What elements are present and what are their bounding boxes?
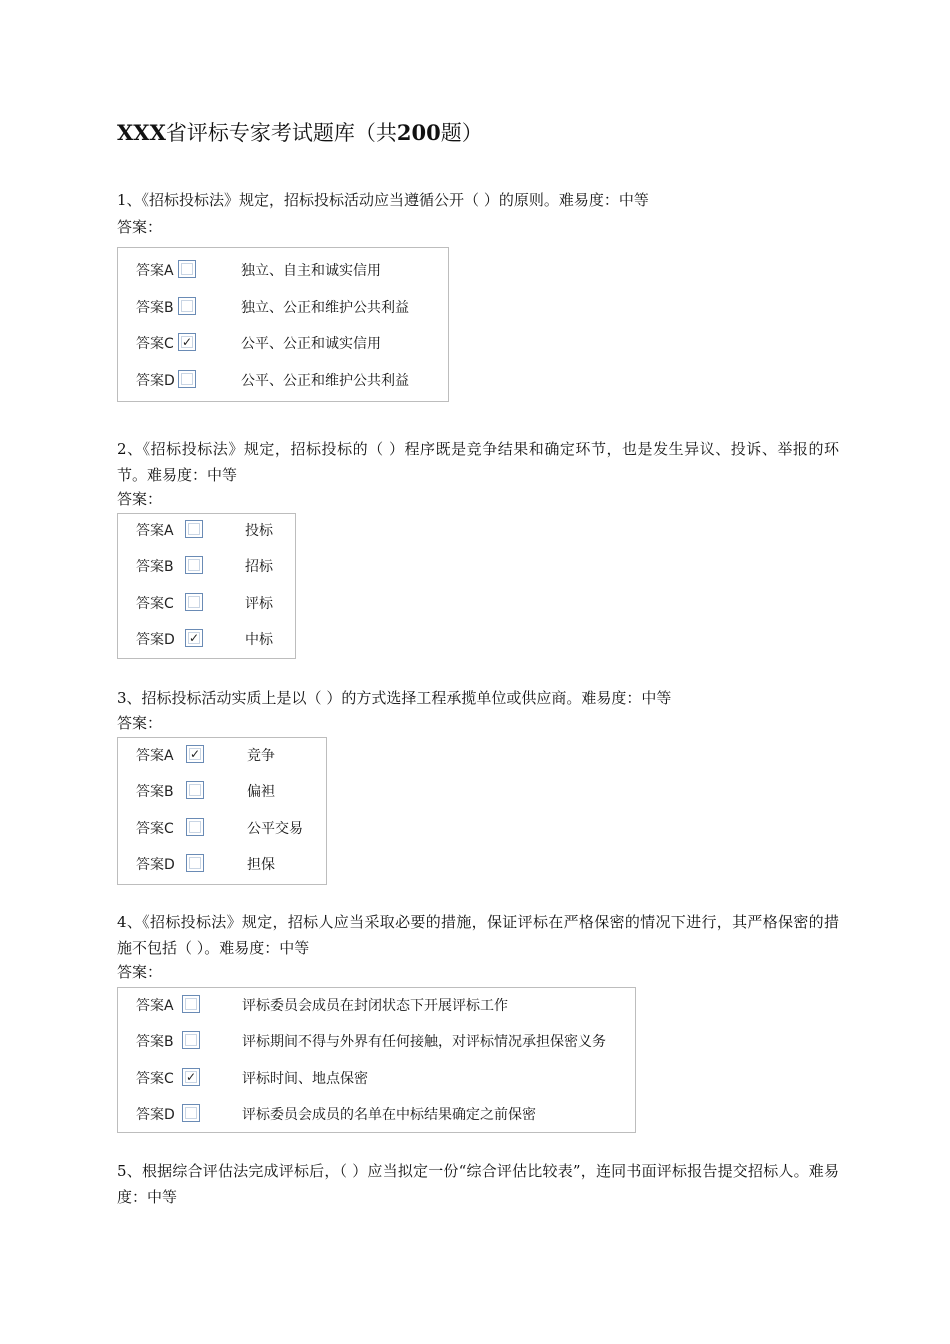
option-key-label: 答案A <box>136 998 174 1014</box>
option-text: 偏袒 <box>247 784 275 801</box>
answer-checkbox[interactable] <box>182 1068 200 1086</box>
option-key-label: 答案D <box>136 1106 175 1123</box>
option-key-label: 答案D <box>136 856 175 873</box>
question-2-answer-label: 答案： <box>117 490 163 508</box>
option-key-label: 答案B <box>136 1034 174 1051</box>
option-key-label: 答案B <box>136 784 174 801</box>
option-row-a[interactable] <box>118 744 326 768</box>
option-key-label: 答案C <box>136 595 174 612</box>
option-key-label: 答案A <box>136 748 174 764</box>
option-text: 独立、公正和维护公共利益 <box>241 299 409 316</box>
question-1-text: 1、《招标投标法》规定，招标投标活动应当遵循公开（ ）的原则。难易度：中等 <box>117 191 649 209</box>
option-text: 评标委员会成员在封闭状态下开展评标工作 <box>242 998 508 1014</box>
checkmark-icon: ✓ <box>188 630 200 645</box>
question-3-answer-label: 答案： <box>117 714 163 732</box>
answer-checkbox[interactable] <box>185 629 203 647</box>
option-text: 招标 <box>245 559 273 576</box>
option-text: 评标委员会成员的名单在中标结果确定之前保密 <box>242 1106 536 1123</box>
answer-checkbox[interactable] <box>185 556 203 574</box>
answer-checkbox[interactable] <box>186 818 204 836</box>
question-4-answer-label: 答案： <box>117 963 163 981</box>
option-row-b[interactable] <box>118 296 448 320</box>
option-text: 评标期间不得与外界有任何接触，对评标情况承担保密义务 <box>242 1034 606 1051</box>
option-row-c[interactable] <box>118 1067 635 1091</box>
title-middle: 省评标专家考试题库（共 <box>165 121 397 145</box>
option-row-c[interactable] <box>118 332 448 356</box>
option-text: 公平、公正和诚实信用 <box>241 336 381 352</box>
answer-checkbox[interactable] <box>182 1104 200 1122</box>
answer-checkbox[interactable] <box>186 781 204 799</box>
option-row-a[interactable] <box>118 994 635 1018</box>
answer-checkbox[interactable] <box>185 520 203 538</box>
title-prefix: XXX <box>117 120 166 145</box>
question-3-options <box>117 737 327 885</box>
option-key-label: 答案A <box>136 263 174 279</box>
option-key-label: 答案B <box>136 559 174 576</box>
option-key-label: 答案D <box>136 631 175 648</box>
answer-checkbox[interactable] <box>186 854 204 872</box>
question-2-text: 2、《招标投标法》规定，招标投标的（ ）程序既是竞争结果和确定环节，也是发生异议、投诉、举报的环节。难易度：中等 <box>117 440 839 484</box>
option-row-a[interactable] <box>118 519 295 543</box>
option-key-label: 答案C <box>136 820 174 837</box>
title-suffix: 题） <box>440 121 483 145</box>
question-1-options <box>117 247 449 402</box>
option-text: 公平、公正和维护公共利益 <box>241 372 409 389</box>
option-row-c[interactable] <box>118 817 326 841</box>
option-text: 独立、自主和诚实信用 <box>241 263 381 279</box>
option-row-b[interactable] <box>118 780 326 804</box>
question-2-options <box>117 513 296 659</box>
option-text: 中标 <box>245 631 273 648</box>
option-key-label: 答案D <box>136 372 175 389</box>
option-row-b[interactable] <box>118 555 295 579</box>
option-row-c[interactable] <box>118 592 295 616</box>
answer-checkbox[interactable] <box>178 260 196 278</box>
option-text: 竞争 <box>247 748 275 764</box>
checkmark-icon: ✓ <box>185 1069 197 1084</box>
option-text: 担保 <box>247 856 275 873</box>
option-row-d[interactable] <box>118 628 295 652</box>
option-key-label: 答案C <box>136 1070 174 1087</box>
option-text: 评标 <box>245 595 273 612</box>
question-4-text: 4、《招标投标法》规定，招标人应当采取必要的措施，保证评标在严格保密的情况下进行，其严格保密的措施不包括（ ）。难易度：中等 <box>117 913 839 957</box>
option-row-b[interactable] <box>118 1030 635 1054</box>
answer-checkbox[interactable] <box>186 745 204 763</box>
option-text: 投标 <box>245 523 273 539</box>
answer-checkbox[interactable] <box>185 593 203 611</box>
answer-checkbox[interactable] <box>178 297 196 315</box>
answer-checkbox[interactable] <box>182 995 200 1013</box>
answer-checkbox[interactable] <box>178 370 196 388</box>
option-row-d[interactable] <box>118 1103 635 1127</box>
option-text: 评标时间、地点保密 <box>242 1070 368 1087</box>
title-number: 200 <box>396 120 441 145</box>
answer-checkbox[interactable] <box>182 1031 200 1049</box>
option-row-d[interactable] <box>118 853 326 877</box>
question-1-answer-label: 答案： <box>117 218 163 236</box>
option-key-label: 答案B <box>136 299 174 316</box>
option-text: 公平交易 <box>247 820 303 837</box>
checkmark-icon: ✓ <box>181 335 193 349</box>
answer-checkbox[interactable] <box>178 333 196 351</box>
document-title <box>117 118 483 148</box>
option-key-label: 答案C <box>136 336 174 352</box>
question-5-text: 5、根据综合评估法完成评标后，（ ）应当拟定一份“综合评估比较表”，连同书面评标报告提交招标人。难易度：中等 <box>117 1162 839 1206</box>
question-3-text: 3、招标投标活动实质上是以（ ）的方式选择工程承揽单位或供应商。难易度：中等 <box>117 689 672 707</box>
option-row-d[interactable] <box>118 369 448 393</box>
question-4-options <box>117 987 636 1133</box>
option-row-a[interactable] <box>118 259 448 283</box>
option-key-label: 答案A <box>136 523 174 539</box>
checkmark-icon: ✓ <box>189 747 201 761</box>
